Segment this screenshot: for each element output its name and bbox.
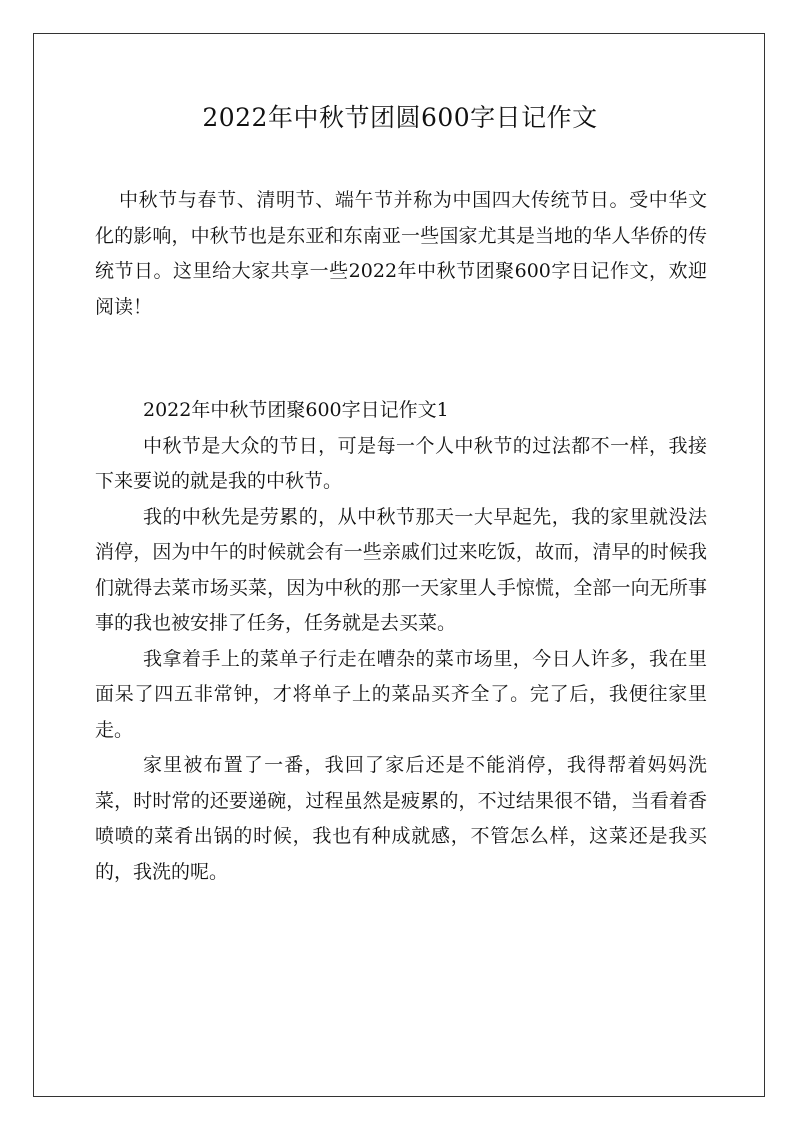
essay-paragraph-1: 中秋节是大众的节日，可是每一个人中秋节的过法都不一样，我接下来要说的就是我的中秋节。 — [95, 434, 707, 492]
intro-paragraph: 中秋节与春节、清明节、端午节并称为中国四大传统节日。受中华文化的影响，中秋节也是东亚和东南亚一些国家尤其是当地的华人华侨的传统节日。这里给大家共享一些2022年中秋节团聚600字日记作文，欢迎阅读！ — [95, 189, 707, 318]
essay-subtitle: 2022年中秋节团聚600字日记作文1 — [143, 399, 449, 421]
essay-section — [95, 393, 707, 890]
essay-paragraph-2: 我的中秋先是劳累的，从中秋节那天一大早起先，我的家里就没法消停，因为中午的时候就会有一些亲戚们过来吃饭，故而，清早的时候我们就得去菜市场买菜，因为中秋的那一天家里人手惊慌，全部一向无所事事的我也被安排了任务，任务就是去买菜。 — [95, 505, 707, 634]
essay-paragraph-3: 我拿着手上的菜单子行走在嘈杂的菜市场里，今日人许多，我在里面呆了四五非常钟，才将单子上的菜品买齐全了。完了后，我便往家里走。 — [95, 647, 707, 741]
document-title: 2022年中秋节团圆600字日记作文 — [202, 103, 598, 132]
essay-paragraph-4: 家里被布置了一番，我回了家后还是不能消停，我得帮着妈妈洗菜，时时常的还要递碗，过程虽然是疲累的，不过结果很不错，当看着香喷喷的菜肴出锅的时候，我也有种成就感，不管怎么样，这菜还是我买的，我洗的呢。 — [95, 754, 707, 883]
